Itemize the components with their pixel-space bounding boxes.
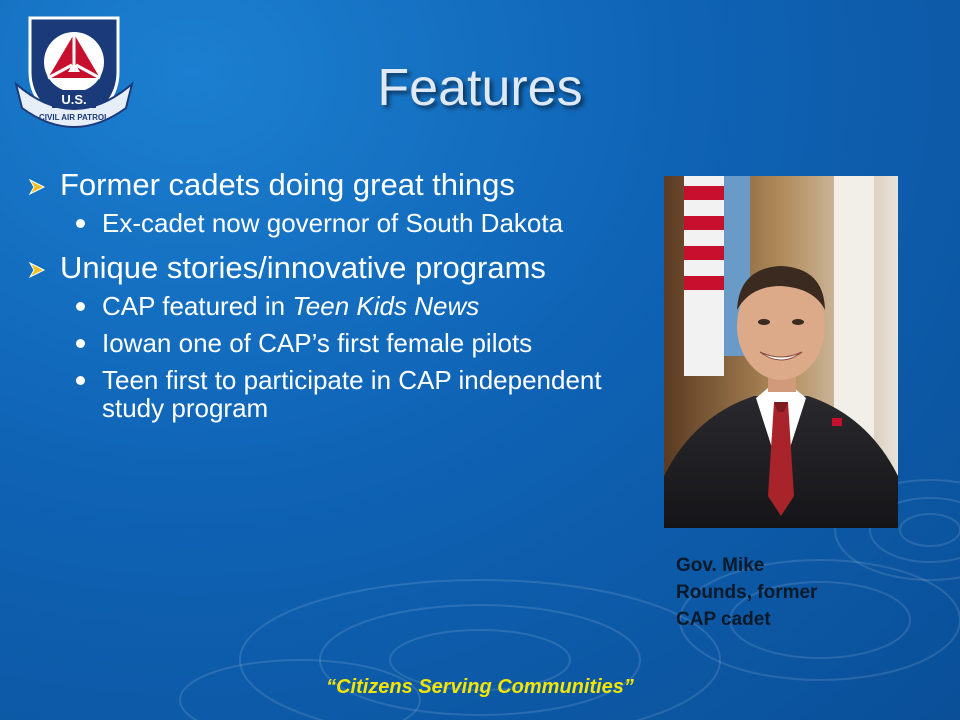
arrow-bullet-icon: [28, 178, 46, 196]
caption-line: Gov. Mike: [676, 555, 765, 576]
bullet-text: Former cadets doing great things: [60, 167, 515, 202]
slide-title: Features: [377, 59, 583, 117]
round-bullet-icon: [76, 302, 85, 311]
round-bullet-icon: [76, 376, 85, 385]
sub-bullet-item: [72, 366, 628, 422]
bullet-text: Unique stories/innovative programs: [60, 250, 546, 285]
caption-line: Rounds, former: [676, 582, 818, 603]
sub-bullet-list: [28, 209, 628, 237]
sub-bullet-text: Ex-cadet now governor of South Dakota: [102, 208, 564, 238]
flag-decoration: [684, 176, 750, 376]
sub-bullet-text: Iowan one of CAP’s first female pilots: [102, 328, 533, 358]
sub-bullet-list: [28, 292, 628, 422]
photo-caption: [676, 552, 876, 633]
round-bullet-icon: [76, 219, 85, 228]
sub-bullet-text: Teen first to participate in CAP independent study program: [102, 365, 602, 423]
arrow-bullet-icon: [28, 261, 46, 279]
logo-text-us: U.S.: [61, 92, 87, 107]
logo-text-ring: CIVIL AIR PATROL: [39, 113, 109, 122]
sub-bullet-text: Teen Kids News: [292, 291, 480, 321]
sub-bullet-item: [72, 329, 628, 357]
portrait-photo-icon: [664, 176, 898, 528]
bullet-item: [28, 251, 628, 284]
sub-bullet-text: CAP featured in: [102, 291, 293, 321]
bullet-list: [28, 168, 628, 436]
sub-bullet-item: [72, 292, 628, 320]
sub-bullet-item: [72, 209, 628, 237]
caption-line: CAP cadet: [676, 609, 771, 630]
footer-tagline: “Citizens Serving Communities”: [326, 676, 634, 698]
round-bullet-icon: [76, 339, 85, 348]
bullet-item: [28, 168, 628, 201]
